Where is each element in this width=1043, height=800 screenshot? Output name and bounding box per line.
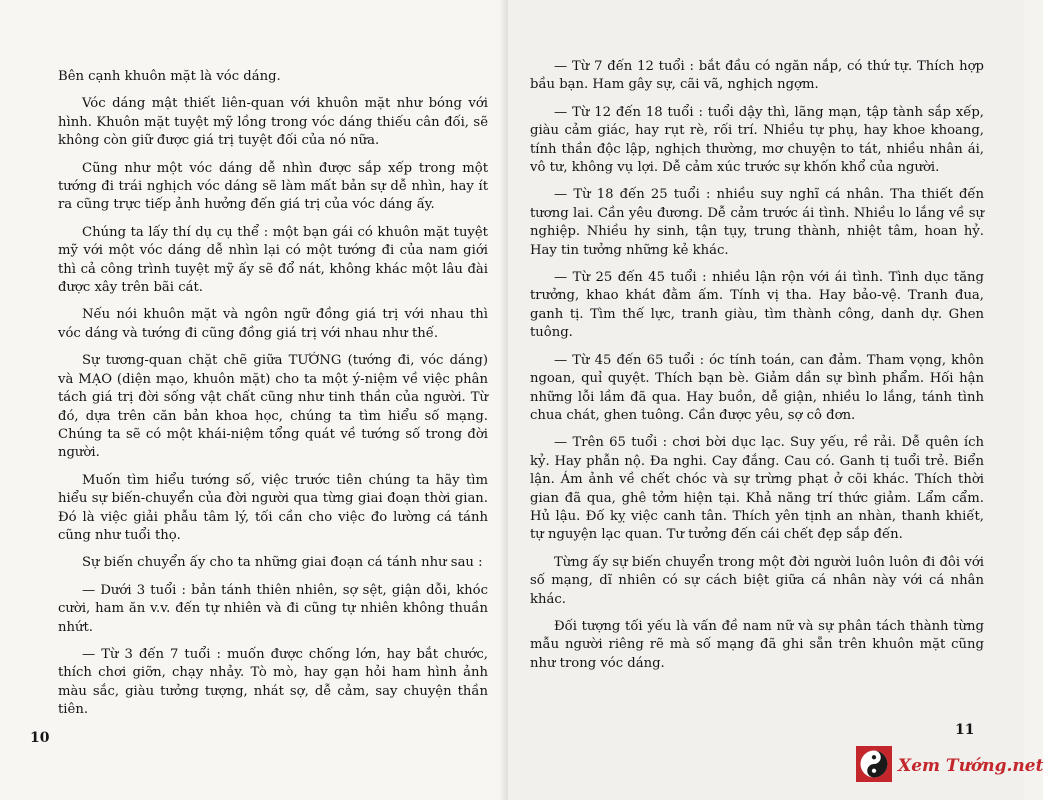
paragraph: Bên cạnh khuôn mặt là vóc dáng. xyxy=(58,69,281,84)
yin-yang-icon xyxy=(856,746,892,786)
watermark-text: Xem Tướng.net xyxy=(898,756,1043,776)
paragraph: Từng ấy sự biến chuyển trong một đời người luôn luôn đi đôi với số mạng, dĩ nhiên có sự cách biệt giữa cá nhân này với cá nhân khác. xyxy=(530,554,984,607)
paragraph: — Trên 65 tuổi : chơi bời dục lạc. Suy yếu, rề rải. Dễ quên ích kỷ. Hay phẫn nộ. Đa nghi. Cay đắng. Cau có. Ganh tị tuổi trẻ. Biển lận. Ám ảnh về chết chóc và sự trừng phạt ở cõi khác. Thích thời gian đã qua, ghê tởm hiện tại. Khả năng trí thức giảm. Lẩm cẩm. Hủ lậu. Đố kỵ việc canh tân. Thích yên tịnh an nhàn, thanh khiết, tự nguyện lạc quan. Tư tưởng đến cái chết đẹp sắp đến. xyxy=(530,435,984,543)
paragraph: Cũng như một vóc dáng dễ nhìn được sắp xếp trong một tướng đi trái nghịch vóc dáng sẽ làm mất bản sự dễ nhìn, hay ít ra cũng trực tiếp ảnh hưởng đến giá trị của vóc dáng ấy. xyxy=(58,160,488,213)
paragraph: — Từ 12 đến 18 tuổi : tuổi dậy thì, lãng mạn, tập tành sắp xếp, giàu cảm giác, hay rụt rè, rối trí. Nhiều tự phụ, hay khoe khoang, tính thần độc lập, nghịch thường, mơ chuyện to tát, nhiều nhân ái, vô tư, không vụ lợi. Dễ cảm xúc trước sự khốn khổ của người. xyxy=(530,104,984,176)
paragraph: — Từ 7 đến 12 tuổi : bắt đầu có ngăn nắp, có thứ tự. Thích hợp bầu bạn. Ham gây sự, cãi vã, nghịch ngợm. xyxy=(530,59,984,93)
paragraph: — Từ 25 đến 45 tuổi : nhiều lận rộn với ái tình. Tình dục tăng trưởng, khao khát đằm ấm. Tính vị tha. Hay bảo-vệ. Tranh đua, ganh tị. Tìm thế lực, tranh giàu, tìm thành công, danh dự. Ghen tuông. xyxy=(530,270,984,341)
paragraph: Vóc dáng mật thiết liên-quan với khuôn mặt như bóng với hình. Khuôn mặt tuyệt mỹ lồng trong vóc dáng thiếu cân đối, sẽ không còn giữ được giá trị tuyệt đối của nó nữa. xyxy=(58,96,488,149)
paragraph: Chúng ta lấy thí dụ cụ thể : một bạn gái có khuôn mặt tuyệt mỹ với một vóc dáng dễ nhìn lại có một tướng đi của nam giới thì cả công trình tuyệt mỹ ấy sẽ đổ nát, không khác một lâu đài được xây trên bãi cát. xyxy=(58,224,488,296)
paragraph: — Dưới 3 tuổi : bản tánh thiên nhiên, sợ sệt, giận dỗi, khóc cười, ham ăn v.v. đến tự nhiên và đi cũng tự nhiên không thuần nhứt. xyxy=(58,582,488,635)
paragraph: — Từ 18 đến 25 tuổi : nhiều suy nghĩ cá nhân. Tha thiết đến tương lai. Cần yêu đương. Dễ cảm trước ái tình. Nhiều lo lắng về sự nghiệp. Nhiều hy sinh, tận tụy, trung thành, nhiệt tâm, hoan hỷ. Hay tin tưởng những kẻ khác. xyxy=(530,187,984,258)
paragraph: Đối tượng tối yếu là vấn đề nam nữ và sự phân tách thành từng mẫu người riêng rẽ mà số mạng đã ghi sẵn trên khuôn mặt cũng như trong vóc dáng. xyxy=(530,618,984,671)
page-number-left: 10 xyxy=(30,730,50,746)
watermark-logo[interactable] xyxy=(856,744,1043,788)
paragraph: Sự biến chuyển ấy cho ta những giai đoạn cá tánh như sau : xyxy=(82,555,483,571)
paragraph: Muốn tìm hiểu tướng số, việc trước tiên chúng ta hãy tìm hiểu sự biến-chuyển của đời người qua từng giai đoạn thời gian. Đó là việc giải phẫu tâm lý, tối cần cho việc đo lường cá tánh cũng như tuổi thọ. xyxy=(58,472,488,543)
paragraph: — Từ 3 đến 7 tuổi : muốn được chống lớn, hay bắt chước, thích chơi giỡn, chạy nhảy. Tò mò, hay gạn hỏi ham hình ảnh màu sắc, giàu tưởng tượng, nhát sợ, dễ cảm, say chuyện thần tiên. xyxy=(58,646,488,718)
left-page xyxy=(0,0,508,800)
paragraph: Sự tương-quan chặt chẽ giữa TƯỚNG (tướng đi, vóc dáng) và MẠO (diện mạo, khuôn mặt) cho ta một ý-niệm về việc phân tách giá trị đời sống vật chất cũng như tinh thần của người. Từ đó, dựa trên căn bản khoa học, chúng ta tìm hiểu số mạng. Chúng ta sẽ có một khái-niệm tổng quát về tướng số trong đời người. xyxy=(58,353,488,461)
paragraph: — Từ 45 đến 65 tuổi : óc tính toán, can đảm. Tham vọng, khôn ngoan, quỉ quyệt. Thích bạn bè. Giảm dần sự bình phẩm. Hối hận những lỗi lầm đã qua. Hay buồn, dễ giận, nhiều lo lắng, tánh tình chua chát, ghen tuông. Cần được yêu, sợ cô đơn. xyxy=(530,352,984,423)
right-page xyxy=(508,0,1024,800)
page-number-right: 11 xyxy=(955,722,975,738)
paragraph: Nếu nói khuôn mặt và ngôn ngữ đồng giá trị với nhau thì vóc dáng và tướng đi cũng đồng giá trị với nhau như thế. xyxy=(58,307,488,341)
